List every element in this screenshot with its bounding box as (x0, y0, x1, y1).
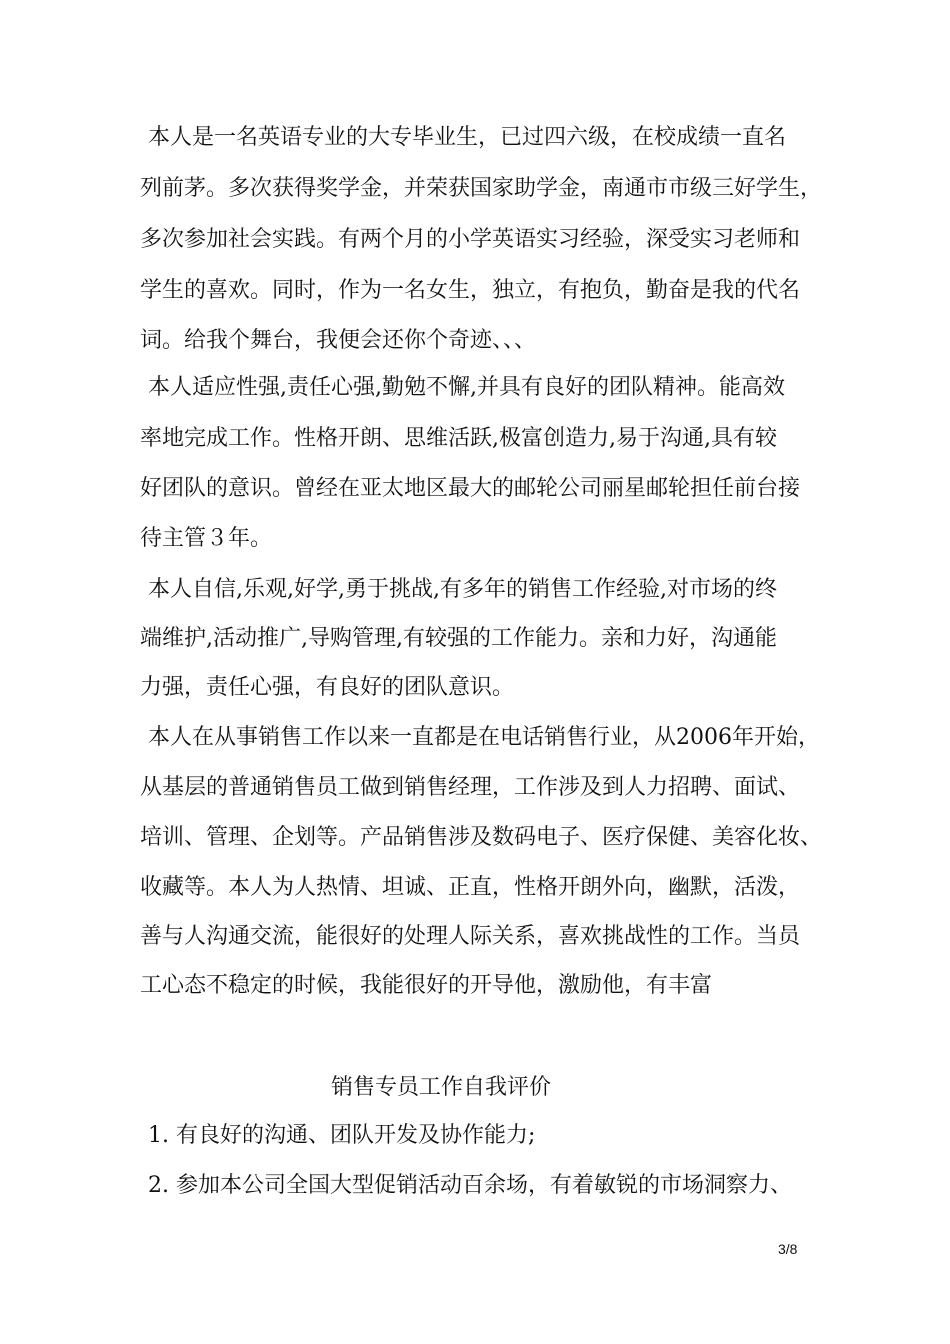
page-number: 3/8 (778, 1241, 798, 1257)
paragraph-1-line-4: 学生的喜欢。同时，作为一名女生，独立，有抱负，勤奋是我的代名 (140, 278, 801, 303)
paragraph-1-line-2: 列前茅。多次获得奖学金，并荣获国家助学金，南通市市级三好学生， (140, 176, 823, 201)
paragraph-1-line-5: 词。给我个舞台，我便会还你个奇迹、、、 (140, 328, 537, 353)
section-title: 销售专员工作自我评价 (330, 1075, 551, 1100)
paragraph-1-line-1: 本人是一名英语专业的大专毕业生，已过四六级，在校成绩一直名 (148, 125, 787, 150)
paragraph-4-line-1: 本人在从事销售工作以来一直都是在电话销售行业，从2006年开始， (148, 725, 820, 750)
paragraph-4-line-5: 善与人沟通交流，能很好的处理人际关系，喜欢挑战性的工作。当员 (140, 924, 801, 949)
paragraph-2-line-1: 本人适应性强,责任心强,勤勉不懈,并具有良好的团队精神。能高效 (148, 375, 785, 400)
list-item-2: 2. 参加本公司全国大型促销活动百余场，有着敏锐的市场洞察力、 (148, 1173, 792, 1198)
list-item-1: 1. 有良好的沟通、团队开发及协作能力; (148, 1123, 536, 1148)
paragraph-2-line-3: 好团队的意识。曾经在亚太地区最大的邮轮公司丽星邮轮担任前台接 (140, 476, 801, 501)
paragraph-3-line-2: 端维护,活动推广,导购管理,有较强的工作能力。亲和力好，沟通能 (140, 626, 777, 651)
paragraph-2-line-4: 待主管３年。 (140, 526, 273, 551)
paragraph-4-line-4: 收藏等。本人为人热情、坦诚、正直，性格开朗外向，幽默，活泼， (140, 875, 801, 900)
paragraph-2-line-2: 率地完成工作。性格开朗、思维活跃,极富创造力,易于沟通,具有较 (140, 426, 777, 451)
paragraph-4-line-2: 从基层的普通销售员工做到销售经理，工作涉及到人力招聘、面试、 (140, 775, 801, 800)
paragraph-4-line-3: 培训、管理、企划等。产品销售涉及数码电子、医疗保健、美容化妆、 (140, 825, 823, 850)
paragraph-3-line-1: 本人自信,乐观,好学,勇于挑战,有多年的销售工作经验,对市场的终 (148, 577, 777, 602)
paragraph-3-line-3: 力强，责任心强，有良好的团队意识。 (140, 675, 515, 700)
paragraph-1-line-3: 多次参加社会实践。有两个月的小学英语实习经验，深受实习老师和 (140, 227, 801, 252)
paragraph-4-line-6: 工心态不稳定的时候，我能很好的开导他，激励他，有丰富 (140, 973, 713, 998)
